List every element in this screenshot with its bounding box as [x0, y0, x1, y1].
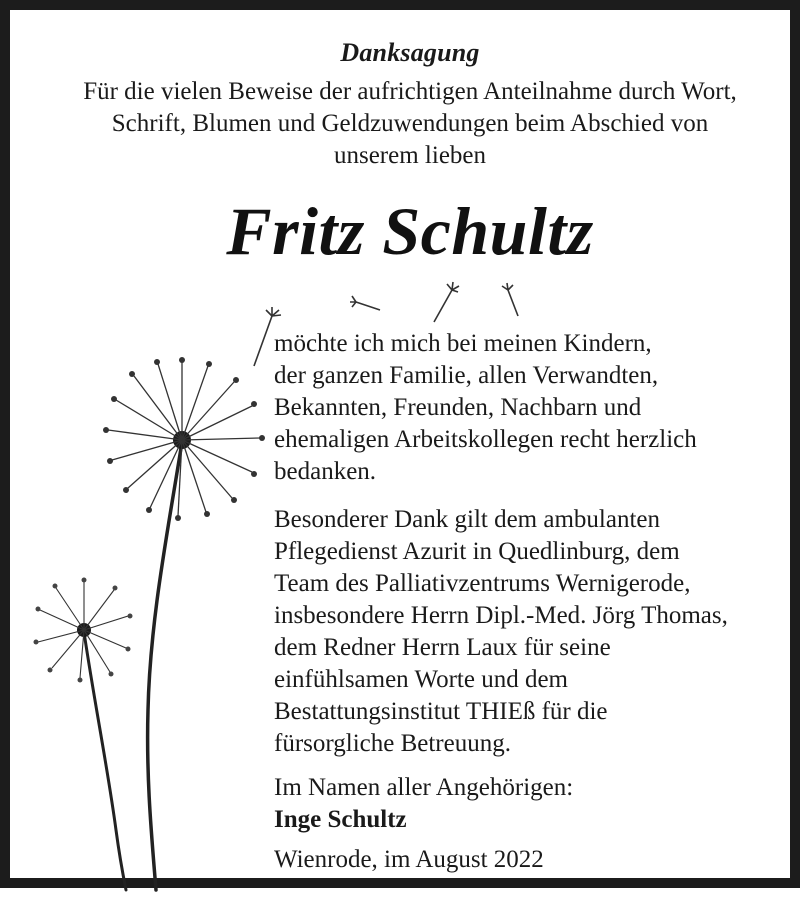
- intro-line: Für die vielen Beweise der aufrichtigen Anteilnahme durch Wort,: [83, 78, 737, 105]
- text-line: einfühlsamen Worte und dem: [274, 666, 568, 693]
- text-line: Bekannten, Freunden, Nachbarn und: [274, 394, 642, 421]
- text-line: bedanken.: [274, 458, 377, 485]
- text-line: insbesondere Herrn Dipl.-Med. Jörg Thomas,: [274, 602, 728, 629]
- text-line: Besonderer Dank gilt dem ambulanten: [274, 506, 660, 533]
- dandelion-flower-small-icon: [34, 578, 133, 683]
- closing-block: [274, 772, 573, 876]
- intro-line: Schrift, Blumen und Geldzuwendungen beim Abschied von: [111, 110, 709, 137]
- text-line: Pflegedienst Azurit in Quedlinburg, dem: [274, 538, 680, 565]
- dandelion-flower-large-icon: [103, 357, 265, 521]
- place-and-date: Wienrode, im August 2022: [274, 846, 544, 873]
- notice-heading: Danksagung: [340, 38, 480, 67]
- thanks-paragraph-2: [274, 504, 728, 760]
- text-line: Bestattungsinstitut THIEß für die: [274, 698, 608, 725]
- signer-name: Inge Schultz: [274, 806, 407, 833]
- text-line: ehemaligen Arbeitskollegen recht herzlich: [274, 426, 697, 453]
- intro-text: [30, 76, 790, 172]
- text-line: fürsorgliche Betreuung.: [274, 730, 511, 757]
- on-behalf-text: Im Namen aller Angehörigen:: [274, 774, 574, 801]
- text-line: möchte ich mich bei meinen Kindern,: [274, 330, 652, 357]
- intro-line: unserem lieben: [333, 142, 487, 169]
- thanks-paragraph-1: [274, 328, 697, 488]
- deceased-name: Fritz Schultz: [226, 193, 594, 269]
- text-line: Team des Palliativzentrums Wernigerode,: [274, 570, 691, 597]
- text-line: der ganzen Familie, allen Verwandten,: [274, 362, 659, 389]
- text-line: dem Redner Herrn Laux für seine: [274, 634, 611, 661]
